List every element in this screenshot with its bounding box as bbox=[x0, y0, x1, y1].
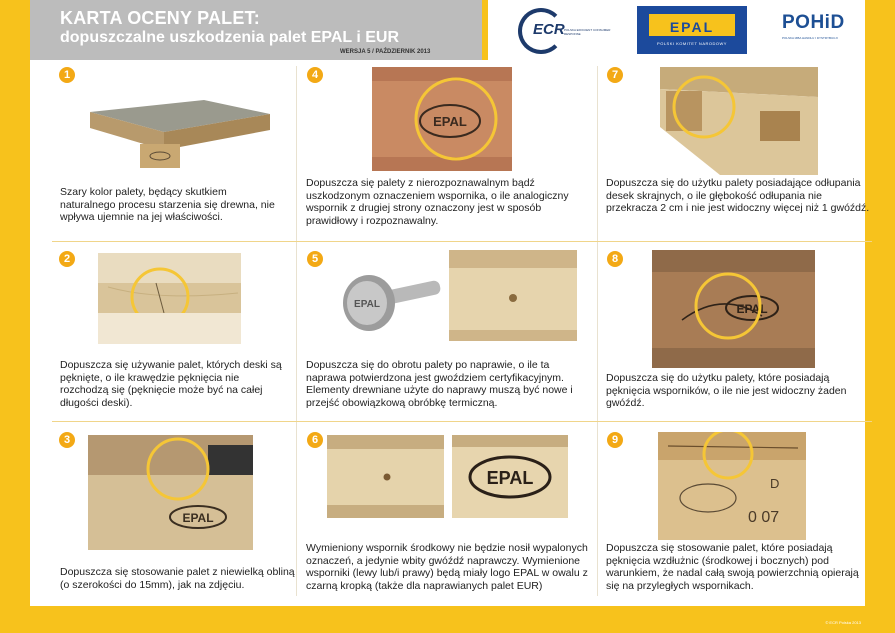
pohid-logo bbox=[782, 12, 866, 48]
page-title: KARTA OCENY PALET: bbox=[60, 8, 260, 28]
item-6-epal-block-photo bbox=[452, 435, 568, 518]
column-divider bbox=[296, 66, 297, 596]
item-4-photo bbox=[372, 67, 512, 171]
pohid-logo-tagline: POLSKA IZBA HANDLU I DYSTRYBUCJI bbox=[782, 36, 838, 40]
item-9-d-mark: D bbox=[770, 476, 780, 491]
item-4-badge: 4 bbox=[307, 67, 323, 83]
item-5-nail-photo bbox=[335, 255, 445, 340]
row-divider bbox=[52, 241, 872, 242]
item-9-caption: Dopuszcza się stosowanie palet, które posiadają pęknięcia wzdłużnic (środkowej i bocznych) pod warunkiem, że nadal całą swoją powierzchnią opierają się na przyległych wspornikach. bbox=[606, 542, 859, 592]
item-8-badge: 8 bbox=[607, 251, 623, 267]
item-3-photo bbox=[88, 435, 253, 550]
footer-copyright: © ECR Polska 2013 bbox=[825, 620, 861, 625]
version-label: WERSJA 5 / PAŹDZIERNIK 2013 bbox=[340, 49, 431, 55]
item-1-photo bbox=[84, 92, 274, 172]
item-9-badge: 9 bbox=[607, 432, 623, 448]
item-5-block-photo bbox=[449, 250, 577, 341]
item-5-nail-mark: EPAL bbox=[354, 299, 380, 310]
item-4-caption: Dopuszcza się palety z nierozpoznawalnym bądź uszkodzonym oznaczeniem wspornika, o ile analogiczny wspornik z drugiej strony oznaczony jest w sposób prawidłowy i rozpoznawalny. bbox=[306, 177, 569, 227]
pohid-logo-text: POHiD bbox=[782, 12, 845, 33]
column-divider bbox=[597, 66, 598, 596]
epal-logo-text: EPAL bbox=[669, 19, 715, 35]
epal-logo bbox=[637, 6, 747, 54]
row-divider bbox=[52, 421, 872, 422]
item-8-caption: Dopuszcza się do użytku palety, które posiadają pęknięcia wsporników, o ile nie jest widoczny żaden gwóźdź. bbox=[606, 372, 847, 409]
item-7-photo bbox=[660, 67, 818, 175]
ecr-logo-text: ECR bbox=[533, 21, 565, 38]
item-6-caption: Wymieniony wspornik środkowy nie będzie nosił wypalonych oznaczeń, a jedynie wbity gwóźdź naprawczy. Wymienione wsporniki (lewy lub/i prawy) będą miały logo EPAL w owalu z czarną kropką (także dla naprawianych palet EUR) bbox=[306, 542, 588, 592]
item-5-caption: Dopuszcza się do obrotu palety po naprawie, o ile ta naprawa potwierdzona jest gwoździem certyfikacyjnym. Elementy drewniane użyte do naprawy muszą być nowe i przejść obowiązkową obróbkę termiczną. bbox=[306, 359, 573, 409]
item-3-badge: 3 bbox=[59, 432, 75, 448]
item-9-photo bbox=[658, 432, 806, 540]
epal-logo-tagline: POLSKI KOMITET NARODOWY bbox=[657, 41, 727, 46]
item-5-badge: 5 bbox=[307, 251, 323, 267]
page-subtitle: dopuszczalne uszkodzenia palet EPAL i EUR bbox=[60, 29, 400, 46]
item-7-badge: 7 bbox=[607, 67, 623, 83]
item-7-caption: Dopuszcza się do użytku palety posiadające odłupania desek skrajnych, o ile głębokość odłupania nie przekracza 2 cm i nie jest widoczny więcej niż 1 gwóźdź. bbox=[606, 177, 870, 214]
ecr-logo bbox=[518, 6, 611, 56]
item-1-caption: Szary kolor palety, będący skutkiem naturalnego procesu starzenia się drewna, nie wpływa ujemnie na jej właściwości. bbox=[60, 186, 275, 223]
item-2-photo bbox=[98, 253, 241, 344]
item-9-number-mark: 0 07 bbox=[748, 509, 780, 526]
header-stripe bbox=[482, 0, 488, 60]
item-2-caption: Dopuszcza się używanie palet, których deski są pęknięte, o ile krawędzie pęknięcia nie rozchodzą się (pęknięcie może być na całej długości deski). bbox=[60, 359, 282, 409]
item-6-badge: 6 bbox=[307, 432, 323, 448]
item-4-epal-mark: EPAL bbox=[433, 114, 467, 129]
item-8-photo bbox=[652, 250, 815, 368]
item-6-epal-mark: EPAL bbox=[486, 468, 534, 488]
item-8-epal-mark: EPAL bbox=[736, 302, 768, 316]
item-2-badge: 2 bbox=[59, 251, 75, 267]
item-6-plain-block-photo bbox=[327, 435, 444, 518]
ecr-logo-tagline: POLSKA EFFICIENT CONSUMER RESPONSE bbox=[564, 28, 611, 36]
item-3-caption: Dopuszcza się stosowanie palet z niewielką obliną (o szerokości do 15mm), jak na zdjęciu. bbox=[60, 566, 295, 591]
item-1-badge: 1 bbox=[59, 67, 75, 83]
item-3-epal-mark: EPAL bbox=[182, 511, 214, 525]
